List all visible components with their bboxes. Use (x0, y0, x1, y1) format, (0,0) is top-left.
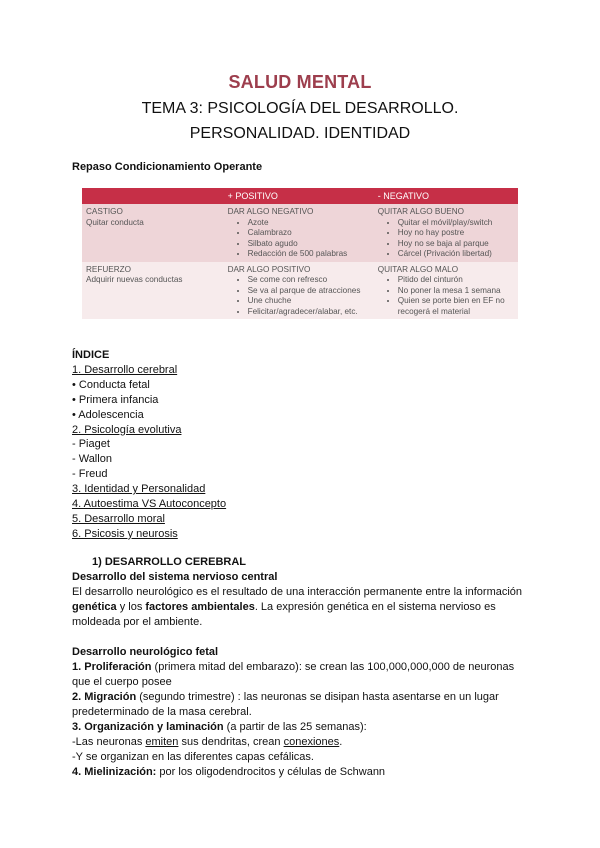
section-heading: 1) DESARROLLO CEREBRAL (92, 556, 247, 568)
refuerzo-negative-list (378, 275, 514, 317)
list-item: • Une chuche (248, 296, 370, 307)
list-item: • Calambrazo (248, 228, 370, 239)
text-run: El desarrollo neurológico es el resultado de una interacción permanente entre la información (72, 586, 523, 598)
refuerzo-positive-title: DAR ALGO POSITIVO (227, 264, 311, 274)
list-item: • Se come con refresco (248, 275, 370, 286)
index-section (72, 348, 226, 542)
text-bold-genetica: genética (72, 601, 117, 613)
castigo-positive-cell (224, 204, 374, 262)
list-item: • Quitar el móvil/play/switch (398, 218, 514, 229)
fetal-item-3-line-1 (72, 735, 532, 750)
castigo-label: CASTIGO (86, 207, 123, 216)
list-item: • Azote (248, 218, 370, 229)
castigo-negative-cell (374, 204, 518, 262)
table-header-positive: + POSITIVO (224, 188, 374, 204)
refuerzo-label-cell (82, 262, 224, 320)
list-item: • Redacción de 500 palabras (248, 249, 370, 260)
index-subitem: - Freud (72, 468, 108, 481)
index-subitem: • Conducta fetal (72, 378, 150, 391)
fetal-item-text: por los oligodendrocitos y células de Schwann (156, 766, 386, 778)
text-bold-factores: factores ambientales (145, 601, 255, 613)
section-paragraph (72, 585, 532, 630)
table-header-row (82, 188, 518, 204)
refuerzo-negative-cell (374, 262, 518, 320)
refuerzo-positive-cell (224, 262, 374, 320)
index-link-psicosis[interactable]: 6. Psicosis y neurosis (72, 527, 178, 540)
fetal-item-text: (segundo trimestre) : las neuronas se disipan hasta asentarse en un lugar predeterminado de la masa cerebral. (72, 691, 499, 718)
list-item: • Cárcel (Privación libertad) (398, 249, 514, 260)
text-run: y los (116, 601, 146, 613)
list-item: • Hoy no hay postre (398, 228, 514, 239)
fetal-heading: Desarrollo neurológico fetal (72, 646, 219, 658)
text-run: . (339, 736, 343, 748)
conditioning-table (82, 188, 518, 319)
table-row-refuerzo (82, 262, 518, 320)
index-link-autoestima[interactable]: 4. Autoestima VS Autoconcepto (72, 498, 227, 511)
text-underlined: emiten (145, 736, 179, 748)
fetal-item-text: (a partir de las 25 semanas): (223, 721, 367, 733)
fetal-item-title: 2. Migración (72, 691, 137, 703)
subtitle-line-1: TEMA 3: PSICOLOGÍA DEL DESARROLLO. (141, 100, 459, 117)
text-run: . La expresión genética en el sistema nervioso es moldeada por el ambiente. (72, 601, 496, 628)
index-link-identidad[interactable]: 3. Identidad y Personalidad (72, 483, 206, 496)
list-item: • Hoy no se baja al parque (398, 239, 514, 250)
fetal-item-title: 1. Proliferación (72, 661, 152, 673)
text-underlined: conexiones (283, 736, 340, 748)
refuerzo-label: REFUERZO (86, 264, 132, 274)
castigo-negative-list (378, 218, 514, 260)
fetal-item-text: (primera mitad del embarazo): se crean las 100,000,000,000 de neuronas que el cuerpo posee (72, 661, 515, 688)
text-run: -Las neuronas (72, 736, 146, 748)
castigo-positive-list (228, 218, 370, 260)
index-subitem: • Adolescencia (72, 408, 144, 421)
fetal-item-title: 3. Organización y laminación (72, 721, 224, 733)
document-title: SALUD MENTAL (228, 72, 372, 92)
list-item: • Se va al parque de atracciones (248, 286, 370, 297)
castigo-negative-title: QUITAR ALGO BUENO (377, 207, 464, 216)
table-header-negative: - NEGATIVO (374, 188, 518, 204)
refuerzo-negative-title: QUITAR ALGO MALO (377, 264, 459, 274)
index-link-desarrollo-cerebral[interactable]: 1. Desarrollo cerebral (72, 363, 178, 376)
subtitle-line-2: PERSONALIDAD. IDENTIDAD (189, 125, 411, 142)
document-subtitle (0, 96, 600, 146)
repaso-heading: Repaso Condicionamiento Operante (72, 161, 263, 173)
text-run: sus dendritas, crean (178, 736, 284, 748)
castigo-desc: Quitar conducta (86, 217, 144, 227)
section-desarrollo-cerebral (72, 555, 532, 780)
section-subheading: Desarrollo del sistema nervioso central (72, 571, 278, 583)
fetal-item-3-line-2: -Y se organizan en las diferentes capas cefálicas. (72, 751, 314, 763)
refuerzo-positive-list (228, 275, 370, 317)
index-subitem: - Wallon (72, 453, 112, 466)
castigo-label-cell (82, 204, 224, 262)
castigo-positive-title: DAR ALGO NEGATIVO (227, 207, 314, 216)
index-link-psicologia-evolutiva[interactable]: 2. Psicología evolutiva (72, 423, 182, 436)
refuerzo-desc: Adquirir nuevas conductas (86, 275, 183, 284)
list-item: • No poner la mesa 1 semana (398, 286, 514, 297)
list-item: • Silbato agudo (248, 239, 370, 250)
table-header-empty (82, 188, 224, 204)
index-link-desarrollo-moral[interactable]: 5. Desarrollo moral (72, 512, 165, 525)
fetal-item-4 (72, 765, 532, 780)
list-item: • Felicitar/agradecer/alabar, etc. (248, 307, 370, 318)
fetal-item-title: 4. Mielinización: (72, 766, 157, 778)
index-subitem: • Primera infancia (72, 393, 159, 406)
fetal-item-3 (72, 720, 532, 735)
list-item: • Pitido del cinturón (398, 275, 514, 286)
index-title: ÍNDICE (72, 349, 110, 361)
table-row-castigo (82, 204, 518, 262)
index-subitem: - Piaget (72, 438, 110, 451)
list-item: • Quien se porte bien en EF no recogerá el material (398, 296, 514, 317)
fetal-item-2 (72, 690, 532, 720)
fetal-item-1 (72, 660, 532, 690)
